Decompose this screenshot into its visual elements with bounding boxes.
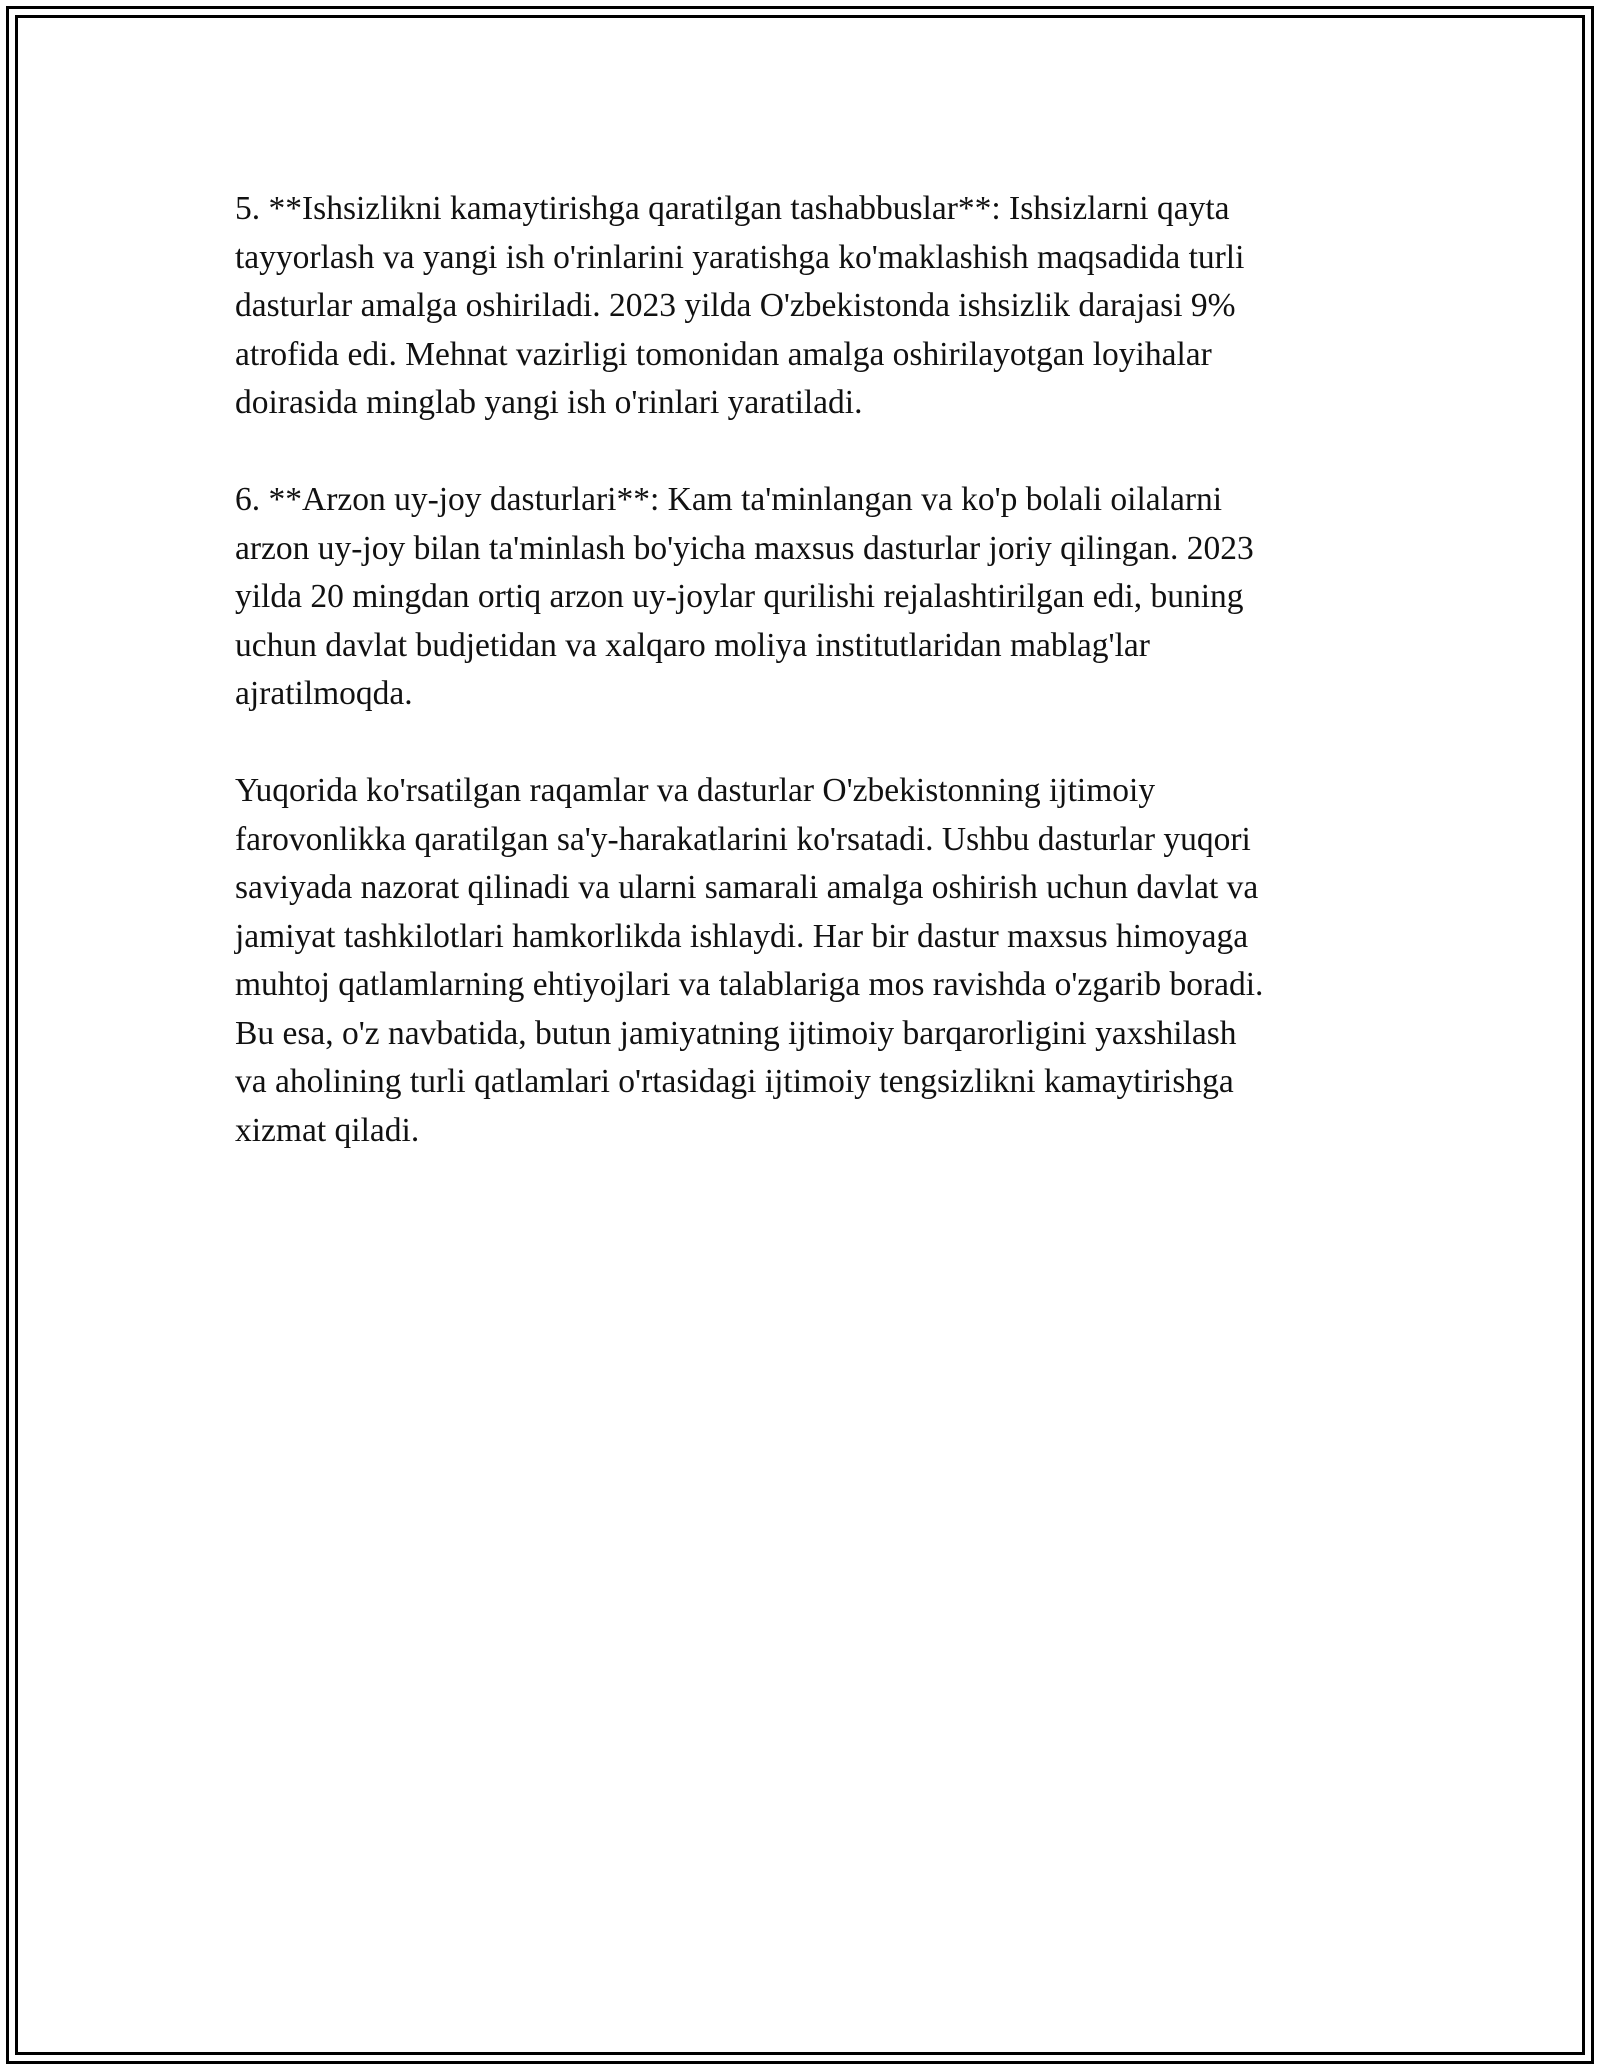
text-line: dasturlar amalga oshiriladi. 2023 yilda O'zbekistonda ishsizlik darajasi 9% (235, 287, 1236, 324)
text-line: saviyada nazorat qilinadi va ularni samarali amalga oshirish uchun davlat va (235, 869, 1259, 906)
text-line: 6. **Arzon uy-joy dasturlari**: Kam ta'minlangan va ko'p bolali oilalarni (235, 481, 1223, 518)
text-line: jamiyat tashkilotlari hamkorlikda ishlaydi. Har bir dastur maxsus himoyaga (235, 917, 1249, 955)
text-line: ajratilmoqda. (235, 675, 413, 712)
text-line: Yuqorida ko'rsatilgan raqamlar va dasturlar O'zbekistonning ijtimoiy (235, 772, 1156, 809)
text-line: 5. **Ishsizlikni kamaytirishga qaratilgan tashabbuslar**: Ishsizlarni qayta (235, 190, 1230, 227)
paragraph-housing (235, 476, 1365, 719)
text-line: doirasida minglab yangi ish o'rinlari yaratiladi. (235, 384, 863, 421)
text-line: va aholining turli qatlamlari o'rtasidagi ijtimoiy tengsizlikni kamaytirishga (235, 1063, 1234, 1100)
text-line: atrofida edi. Mehnat vazirligi tomonidan amalga oshirilayotgan loyihalar (235, 335, 1212, 373)
text-line: yilda 20 mingdan ortiq arzon uy-joylar qurilishi rejalashtirilgan edi, buning (235, 578, 1244, 615)
document-body (235, 185, 1365, 1204)
text-line: muhtoj qatlamlarning ehtiyojlari va talablariga mos ravishda o'zgarib boradi. (235, 966, 1264, 1003)
text-line: Bu esa, o'z navbatida, butun jamiyatning ijtimoiy barqarorligini yaxshilash (235, 1014, 1237, 1052)
text-line: farovonlikka qaratilgan sa'y-harakatlarini ko'rsatadi. Ushbu dasturlar yuqori (235, 820, 1251, 858)
text-line: arzon uy-joy bilan ta'minlash bo'yicha maxsus dasturlar joriy qilingan. 2023 (235, 529, 1254, 567)
text-line: tayyorlash va yangi ish o'rinlarini yaratishga ko'maklashish maqsadida turli (235, 238, 1245, 276)
text-line: uchun davlat budjetidan va xalqaro moliya institutlaridan mablag'lar (235, 626, 1150, 664)
paragraph-conclusion (235, 767, 1365, 1155)
paragraph-unemployment (235, 185, 1365, 428)
text-line: xizmat qiladi. (235, 1111, 420, 1149)
